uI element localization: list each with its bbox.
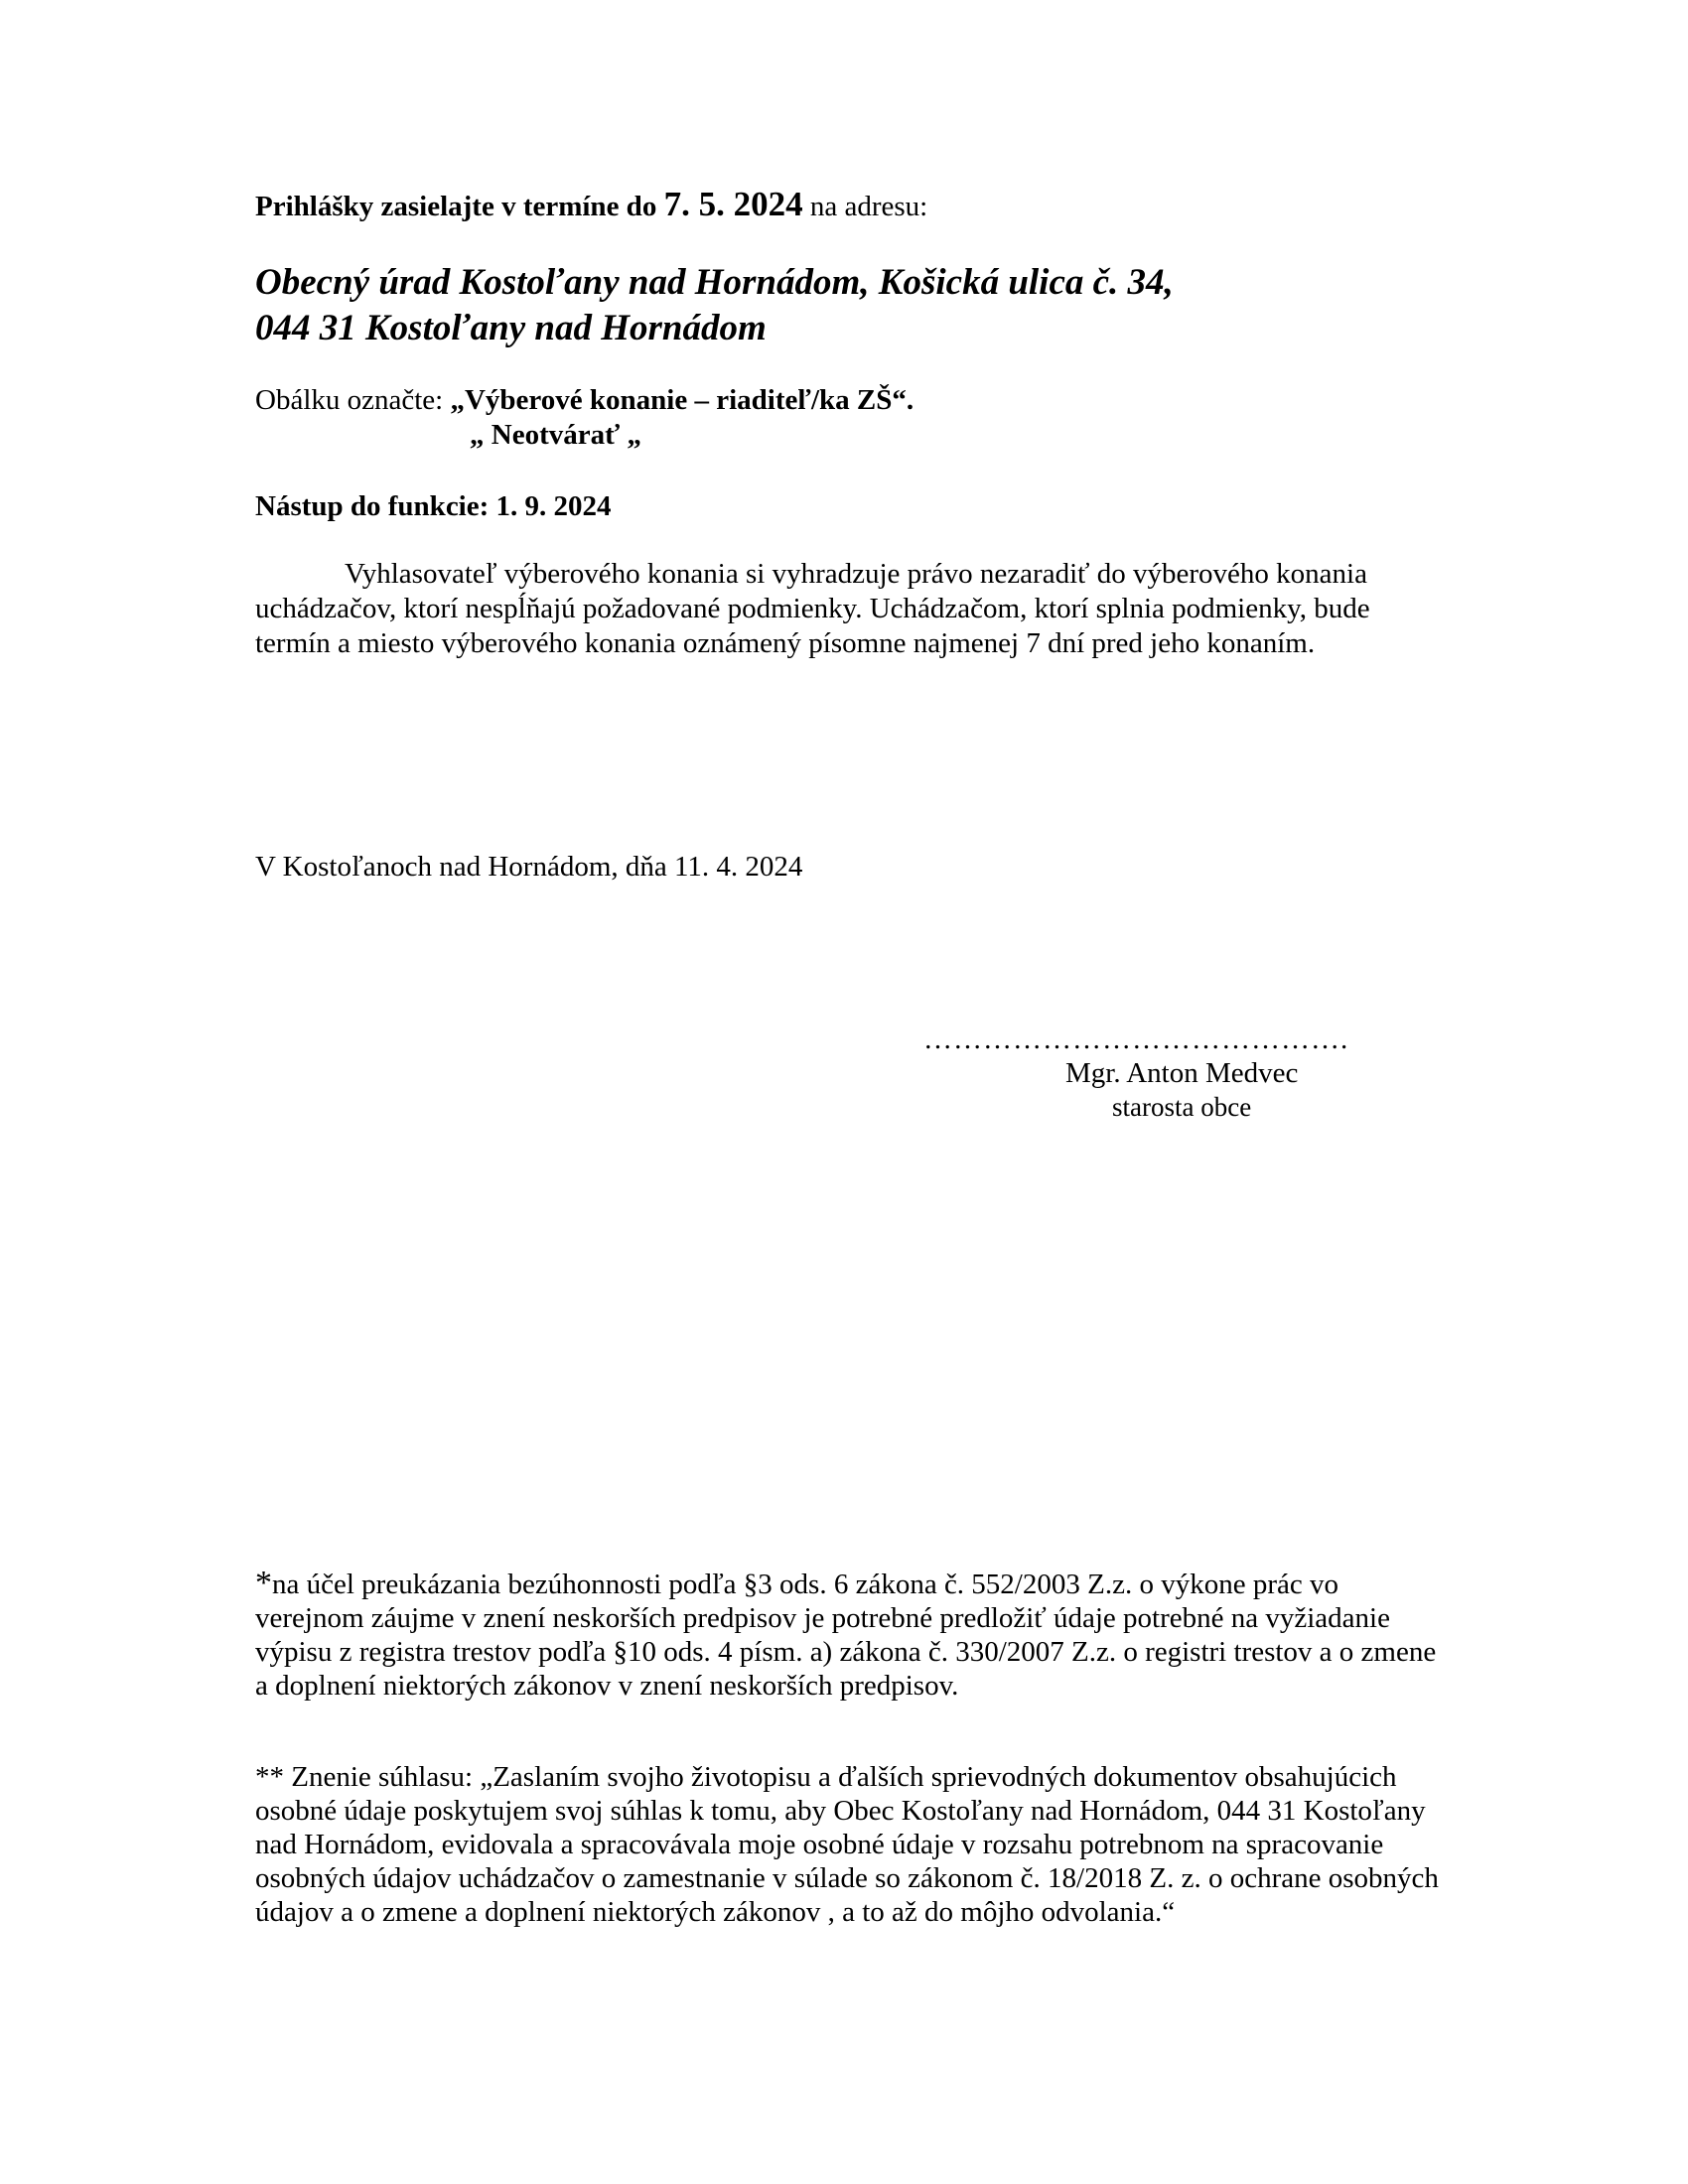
conditions-text: Vyhlasovateľ výberového konania si vyhradzuje právo nezaradiť do výberového konania uchádzačov, ktorí nespĺňajú požadované podmienky. Uchádzačom, ktorí splnia podmienky, bude termín a miesto výberového konania oznámený písomne najmenej 7 dní pred jeho konaním. bbox=[255, 558, 1370, 659]
signature-line: ……………………………………. bbox=[923, 1024, 1349, 1055]
footnote-1-text: na účel preukázania bezúhonnosti podľa §3 ods. 6 zákona č. 552/2003 Z.z. o výkone prác vo verejnom záujme v znení neskorších predpisov je potrebné predložiť údaje potrebné na vyžiadanie výpisu z registra trestov podľa §10 ods. 4 písm. a) zákona č. 330/2007 Z.z. o registri trestov a o zmene a doplnení niektorých zákonov v znení neskorších predpisov. bbox=[255, 1569, 1437, 1702]
deadline-suffix: na adresu: bbox=[809, 191, 928, 222]
footnote-1 bbox=[255, 1567, 1447, 1703]
office-address bbox=[255, 260, 1174, 351]
envelope-mark-2: „ Neotvárať „ bbox=[470, 419, 641, 451]
conditions-paragraph bbox=[255, 557, 1437, 661]
footnote-2-text: ** Znenie súhlasu: „Zaslaním svojho životopisu a ďalších sprievodných dokumentov obsahujúcich osobné údaje poskytujem svoj súhlas k tomu, aby Obec Kostoľany nad Hornádom, 044 31 Kostoľany nad Hornádom, evidovala a spracovávala moje osobné údaje v rozsahu potrebnom na spracovanie osobných údajov uchádzačov o zamestnanie v súlade so zákonom č. 18/2018 Z. z. o ochrane osobných údajov a o zmene a doplnení niektorých zákonov , a to až do môjho odvolania.“ bbox=[255, 1761, 1439, 1928]
envelope-marking bbox=[255, 383, 914, 453]
signature-block bbox=[923, 1023, 1348, 1124]
signatory-role: starosta obce bbox=[1112, 1092, 1252, 1122]
envelope-label: Obálku označte: bbox=[255, 384, 444, 416]
deadline-date: 7. 5. 2024 bbox=[663, 185, 803, 223]
footnote-marker: * bbox=[255, 1565, 272, 1601]
address-line-1: Obecný úrad Kostoľany nad Hornádom, Košická ulica č. 34, bbox=[255, 262, 1174, 303]
footnote-2 bbox=[255, 1760, 1447, 1929]
signatory-name: Mgr. Anton Medvec bbox=[1065, 1057, 1299, 1089]
application-deadline bbox=[255, 187, 927, 224]
envelope-mark-1: „Výberové konanie – riaditeľ/ka ZŠ“. bbox=[450, 384, 914, 416]
place-and-date: V Kostoľanoch nad Hornádom, dňa 11. 4. 2024 bbox=[255, 851, 803, 883]
deadline-prefix: Prihlášky zasielajte v termíne do bbox=[255, 191, 657, 222]
address-line-2: 044 31 Kostoľany nad Hornádom bbox=[255, 308, 767, 348]
start-date: Nástup do funkcie: 1. 9. 2024 bbox=[255, 490, 612, 522]
